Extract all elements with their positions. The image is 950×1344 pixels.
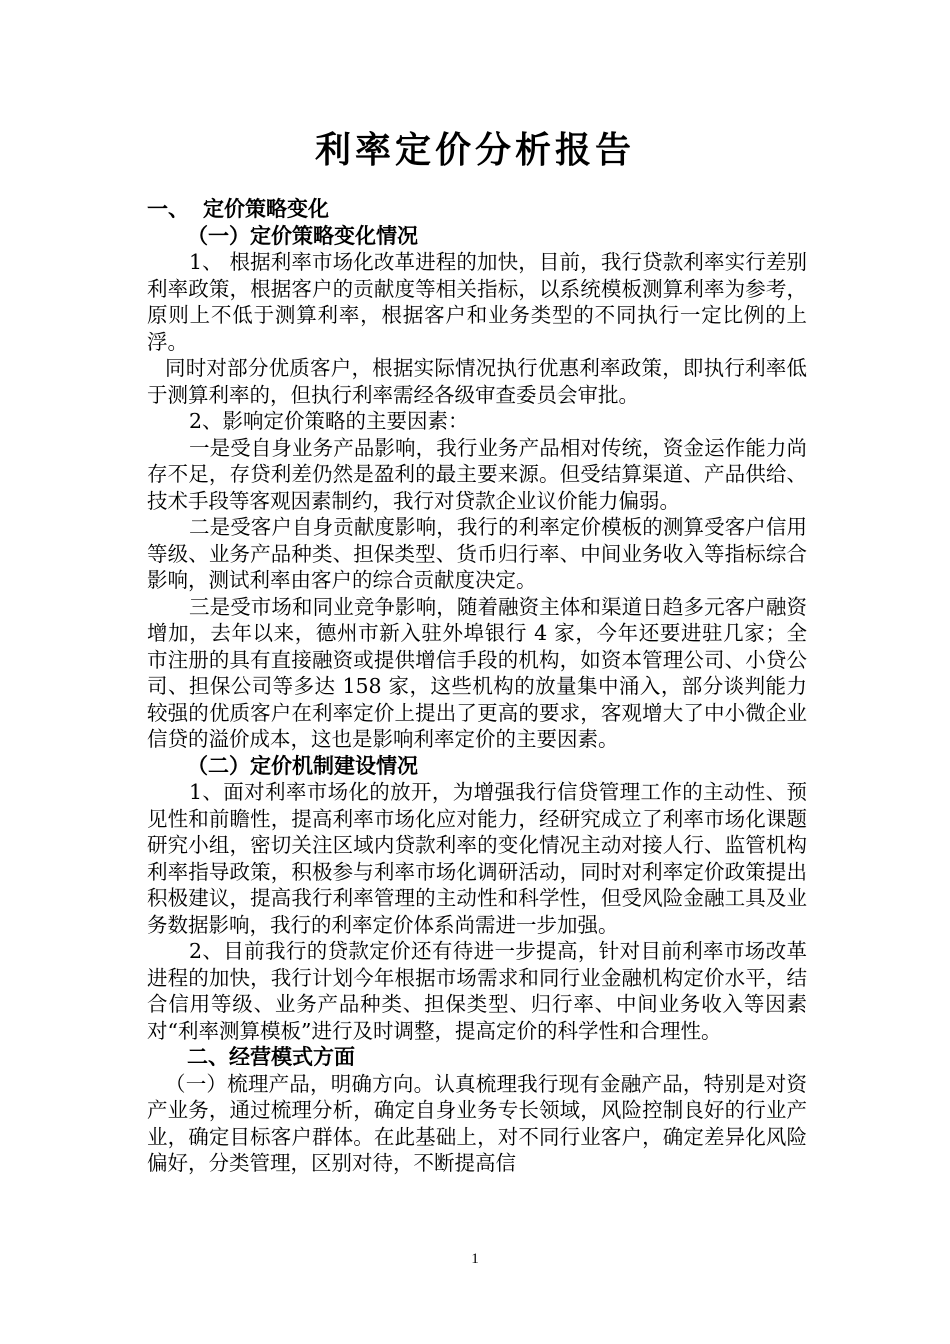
- paragraph: 1、面对利率市场化的放开，为增强我行信贷管理工作的主动性、预见性和前瞻性，提高利率市场化应对能力，经研究成立了利率市场化课题研究小组，密切关注区域内贷款利率的变化情况主动对接人行、监管机构利率指导政策，积极参与利率市场化调研活动，同时对利率定价政策提出积极建议，提高我行利率管理的主动性和科学性，但受风险金融工具及业务数据影响，我行的利率定价体系尚需进一步加强。: [147, 780, 807, 937]
- section-1-title: 定价策略变化: [203, 196, 329, 221]
- page-number: 1: [471, 1251, 479, 1267]
- paragraph: （一）梳理产品，明确方向。认真梳理我行现有金融产品，特别是对资产业务，通过梳理分析，确定自身业务专长领域，风险控制良好的行业产业，确定目标客户群体。在此基础上，对不同行业客户，确定差异化风险偏好，分类管理，区别对待，不断提高信: [147, 1071, 807, 1175]
- paragraph: 三是受市场和同业竞争影响，随着融资主体和渠道日趋多元客户融资增加，去年以来，德州市新入驻外埠银行 4 家，今年还要进驻几家；全市注册的具有直接融资或提供增信手段的机构，如资本管理公司、小贷公司、担保公司等多达 158 家，这些机构的放量集中涌入，部分谈判能力较强的优质客户在利率定价上提出了更高的要求，客观增大了中小微企业信贷的溢价成本，这也是影响利率定价的主要因素。: [147, 594, 807, 751]
- section-1-number: 一、: [147, 196, 189, 221]
- document-title: 利率定价分析报告: [314, 129, 635, 171]
- section-2-heading: 二、经营模式方面: [187, 1044, 355, 1069]
- paragraph: 二是受客户自身贡献度影响，我行的利率定价模板的测算受客户信用等级、业务产品种类、担保类型、货币归行率、中间业务收入等指标综合影响，测试利率由客户的综合贡献度决定。: [147, 515, 807, 592]
- section-1-heading: [147, 196, 807, 223]
- section-1-sub-1-heading: （一）定价策略变化情况: [187, 222, 418, 248]
- paragraph: 一是受自身业务产品影响，我行业务产品相对传统，资金运作能力尚存不足，存贷利差仍然是盈利的最主要来源。但受结算渠道、产品供给、技术手段等客观因素制约，我行对贷款企业议价能力偏弱。: [147, 435, 807, 513]
- paragraph: 2、目前我行的贷款定价还有待进一步提高，针对目前利率市场改革进程的加快，我行计划今年根据市场需求和同行业金融机构定价水平，结合信用等级、业务产品种类、担保类型、归行率、中间业务收入等因素对“利率测算模板”进行及时调整，提高定价的科学性和合理性。: [147, 939, 807, 1043]
- paragraph: 1、 根据利率市场化改革进程的加快，目前，我行贷款利率实行差别利率政策，根据客户的贡献度等相关指标，以系统模板测算利率为参考，原则上不低于测算利率，根据客户和业务类型的不同执行一定比例的上浮。: [147, 250, 807, 354]
- document-body: [147, 196, 807, 1177]
- paragraph: 2、影响定价策略的主要因素：: [189, 409, 469, 433]
- paragraph: 同时对部分优质客户，根据实际情况执行优惠利率政策，即执行利率低于测算利率的，但执行利率需经各级审查委员会审批。: [147, 356, 807, 407]
- section-1-sub-2-heading: （二）定价机制建设情况: [187, 752, 418, 778]
